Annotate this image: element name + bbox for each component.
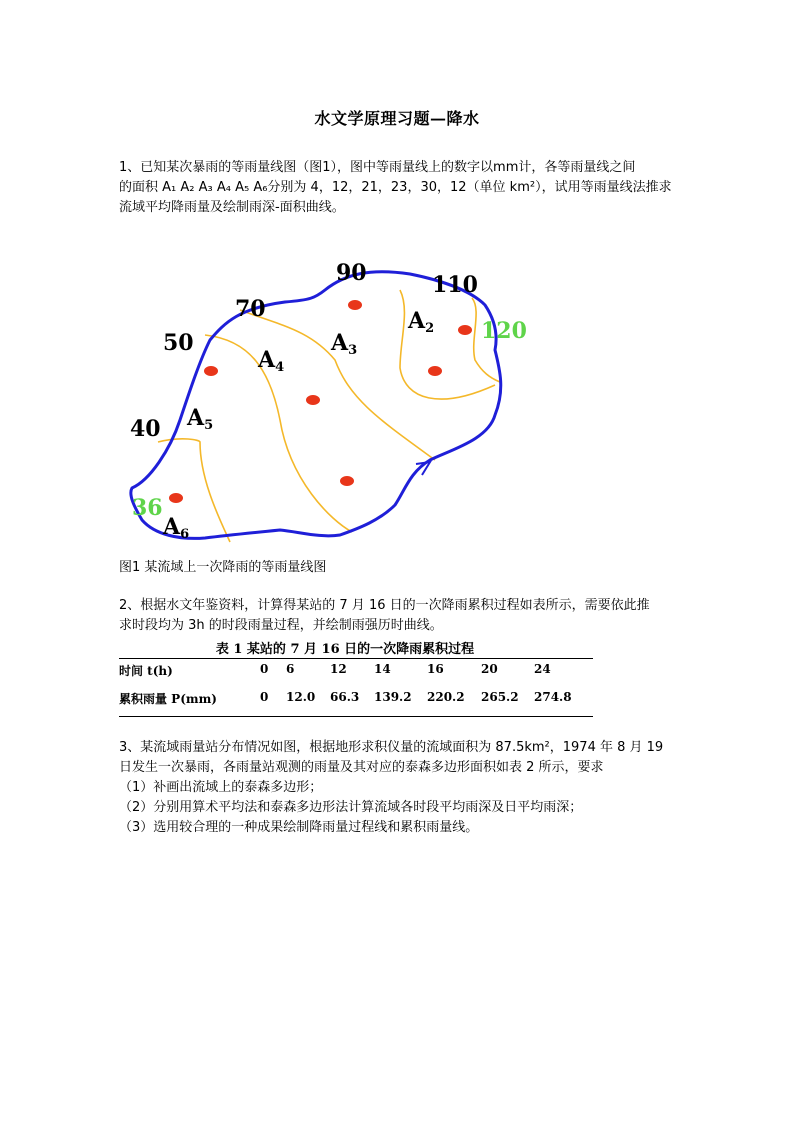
rain-station-2: [458, 325, 472, 335]
rainfall-cell: 0: [260, 690, 269, 704]
isohyet-lines: [158, 290, 500, 542]
q3-line-4: （2）分别用算术平均法和泰森多边形法计算流域各时段平均雨深及日平均雨深；: [119, 800, 583, 815]
isohyet-label-120: 120: [481, 318, 527, 344]
q1-line-1: 1、已知某次暴雨的等雨量线图（图1），图中等雨量线上的数字以mm计，各等雨量线之间: [119, 160, 636, 175]
time-cell: 0: [260, 662, 269, 676]
row-label-rainfall: 累积雨量 P(mm): [119, 692, 217, 706]
isohyet-label-50: 50: [163, 330, 194, 356]
table-top-rule: [119, 658, 593, 659]
isohyet-label-36: 36: [132, 495, 163, 521]
rain-station-5: [306, 395, 320, 405]
area-label-a4: [257, 347, 284, 375]
area-letter-a3: A: [331, 330, 349, 356]
page-title: 水文学原理习题—降水: [314, 109, 480, 128]
rain-station-1: [348, 300, 362, 310]
rain-station-7: [169, 493, 183, 503]
rain-station-4: [428, 366, 442, 376]
rainfall-cell: 66.3: [330, 690, 360, 704]
isohyet-label-90: 90: [336, 260, 367, 286]
isohyet-line-90: [400, 290, 495, 399]
area-label-a3: [330, 330, 357, 358]
rainfall-cell: 220.2: [427, 690, 465, 704]
figure-caption: 图1 某流域上一次降雨的等雨量线图: [119, 560, 327, 575]
row-label-time: 时间 t(h): [119, 664, 173, 678]
rainfall-cell: 139.2: [374, 690, 412, 704]
time-cell: 12: [330, 662, 347, 676]
rain-station-3: [204, 366, 218, 376]
q2-line-2: 求时段均为 3h 的时段雨量过程，并绘制雨强历时曲线。: [119, 618, 443, 633]
isohyet-label-70: 70: [235, 296, 266, 322]
question-1: [119, 158, 679, 218]
rainfall-cell: 12.0: [286, 690, 316, 704]
isohyet-label-110: 110: [432, 272, 478, 298]
isohyet-label-40: 40: [130, 416, 161, 442]
area-label-a2: [407, 308, 434, 336]
q3-line-3: （1）补画出流域上的泰森多边形；: [119, 780, 323, 795]
area-letter-a6: A: [163, 514, 181, 540]
question-3: [119, 738, 679, 838]
q3-line-2: 日发生一次暴雨，各雨量站观测的雨量及其对应的泰森多边形面积如表 2 所示，要求: [119, 760, 604, 775]
time-cell: 24: [534, 662, 551, 676]
area-subscript-a3: 3: [348, 343, 358, 358]
area-letter-a4: A: [258, 347, 276, 373]
q3-line-1: 3、某流域雨量站分布情况如图，根据地形求积仪量的流域面积为 87.5km²，1974 年 8 月 19: [119, 740, 664, 755]
area-subscript-a2: 2: [425, 321, 435, 336]
rainfall-cell: 265.2: [481, 690, 519, 704]
question-2: [119, 596, 679, 636]
area-label-a6: [162, 514, 189, 542]
area-letter-a5: A: [187, 405, 205, 431]
area-letter-a2: A: [408, 308, 426, 334]
isohyet-map: [110, 250, 530, 550]
area-label-a5: [186, 405, 213, 433]
q1-line-3: 流域平均降雨量及绘制雨深-面积曲线。: [119, 200, 345, 215]
table-bottom-rule: [119, 716, 593, 717]
area-subscript-a5: 5: [204, 418, 214, 433]
time-cell: 20: [481, 662, 498, 676]
q3-line-5: （3）选用较合理的一种成果绘制降雨量过程线和累积雨量线。: [119, 820, 479, 835]
table-title: 表 1 某站的 7 月 16 日的一次降雨累积过程: [215, 642, 475, 657]
q2-line-1: 2、根据水文年鉴资料，计算得某站的 7 月 16 日的一次降雨累积过程如表所示，需要依此推: [119, 598, 650, 613]
area-subscript-a4: 4: [275, 360, 285, 375]
rain-station-6: [340, 476, 354, 486]
time-cell: 16: [427, 662, 444, 676]
time-cell: 6: [286, 662, 295, 676]
q1-line-2: 的面积 A₁ A₂ A₃ A₄ A₅ A₆分别为 4，12，21，23，30，12（单位 km²），试用等雨量线法推求: [119, 180, 672, 195]
time-cell: 14: [374, 662, 391, 676]
area-subscript-a6: 6: [180, 527, 190, 542]
rainfall-cell: 274.8: [534, 690, 572, 704]
